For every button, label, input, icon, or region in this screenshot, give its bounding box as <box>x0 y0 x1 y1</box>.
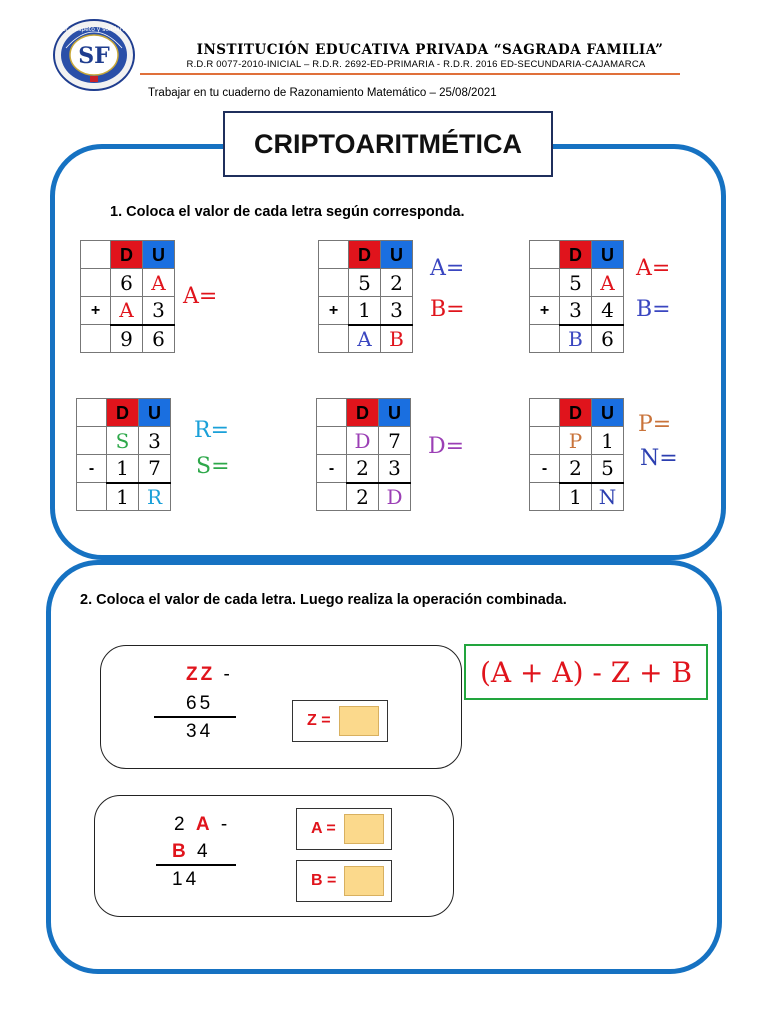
operation2-line2: B 4 <box>172 841 211 862</box>
z-answer-label: Z = <box>307 712 331 729</box>
operation2-rule <box>156 864 236 866</box>
digit-cell: 1 <box>349 297 381 325</box>
letter-cell: N <box>592 483 624 511</box>
header-u: U <box>592 241 624 269</box>
digit-cell: 2 <box>560 455 592 483</box>
operation1-line1: ZZ - <box>186 664 233 685</box>
digit-cell: 1 <box>107 483 139 511</box>
instruction-text: Trabajar en tu cuaderno de Razonamiento Matemático – 25/08/2021 <box>148 87 497 99</box>
digit-cell: 6 <box>592 325 624 353</box>
digit-cell: 6 <box>111 269 143 297</box>
z-answer-field[interactable] <box>339 706 379 736</box>
operation2-box <box>94 795 454 917</box>
problem3-grid <box>529 240 624 353</box>
letter-cell: S <box>107 427 139 455</box>
operation1-box <box>100 645 462 769</box>
digit-cell: 4 <box>592 297 624 325</box>
answer-label-s: S= <box>196 454 230 479</box>
digit-cell: 5 <box>592 455 624 483</box>
letter-cell: D <box>379 483 411 511</box>
combined-operation-formula: (A + A) - Z + B <box>464 644 708 700</box>
problem6-grid <box>529 398 624 511</box>
operator: - <box>530 455 560 483</box>
exercise1-title: 1. Coloca el valor de cada letra según corresponda. <box>110 204 465 220</box>
header-d: D <box>111 241 143 269</box>
header-u: U <box>143 241 175 269</box>
operation2-line1: 2 A - <box>174 814 231 835</box>
a-answer-label: A = <box>311 820 336 837</box>
digit-cell: 1 <box>107 455 139 483</box>
problem4-grid <box>76 398 171 511</box>
header-u: U <box>592 399 624 427</box>
digit-cell: 2 <box>381 269 413 297</box>
operator: - <box>317 455 347 483</box>
digit-cell: 7 <box>139 455 171 483</box>
operator: + <box>530 297 560 325</box>
problem1-grid <box>80 240 175 353</box>
header-d: D <box>349 241 381 269</box>
letter-cell: R <box>139 483 171 511</box>
answer-label-b: B= <box>430 297 465 322</box>
operator: - <box>77 455 107 483</box>
letter-cell: B <box>381 325 413 353</box>
digit-cell: 7 <box>379 427 411 455</box>
header-u: U <box>139 399 171 427</box>
digit-cell: 3 <box>143 297 175 325</box>
answer-label-r: R= <box>194 418 229 443</box>
digit-cell: 3 <box>560 297 592 325</box>
answer-label-p: P= <box>638 412 672 437</box>
letter-cell: D <box>347 427 379 455</box>
operator: + <box>81 297 111 325</box>
letter-cell: B <box>560 325 592 353</box>
svg-text:amor, respeto y solidaridad: amor, respeto y solidaridad <box>52 26 136 33</box>
digit-cell: 1 <box>560 483 592 511</box>
digit-cell: 5 <box>560 269 592 297</box>
digit-cell: 3 <box>139 427 171 455</box>
header-d: D <box>107 399 139 427</box>
operation1-result: 34 <box>186 721 214 742</box>
digit-cell: 5 <box>349 269 381 297</box>
operation2-result: 14 <box>172 869 200 890</box>
institution-name: INSTITUCIÓN EDUCATIVA PRIVADA “SAGRADA FAMILIA” <box>196 42 664 58</box>
page-title: CRIPTOARITMÉTICA <box>223 111 553 177</box>
digit-cell: 3 <box>381 297 413 325</box>
operator: + <box>319 297 349 325</box>
b-answer-box[interactable] <box>296 860 392 902</box>
answer-label-d: D= <box>428 434 465 459</box>
digit-cell: 1 <box>592 427 624 455</box>
answer-label-b: B= <box>636 297 671 322</box>
svg-text:SF: SF <box>78 43 110 69</box>
digit-cell: 2 <box>347 455 379 483</box>
answer-label-a: A= <box>430 256 465 281</box>
header-u: U <box>381 241 413 269</box>
a-answer-box[interactable] <box>296 808 392 850</box>
school-logo <box>52 18 136 92</box>
b-answer-label: B = <box>311 872 337 889</box>
z-answer-box[interactable] <box>292 700 388 742</box>
a-answer-field[interactable] <box>344 814 384 844</box>
letter-cell: A <box>111 297 143 325</box>
header-d: D <box>560 399 592 427</box>
digit-cell: 3 <box>379 455 411 483</box>
answer-label-a: A= <box>183 284 218 309</box>
exercise2-title: 2. Coloca el valor de cada letra. Luego realiza la operación combinada. <box>80 592 567 608</box>
letter-cell: A <box>143 269 175 297</box>
operation1-line2: 65 <box>186 693 214 714</box>
header-divider <box>140 73 680 75</box>
institution-resolutions: R.D.R 0077-2010-INICIAL – R.D.R. 2692-ED-PRIMARIA - R.D.R. 2016 ED-SECUNDARIA-CAJAMARCA <box>186 59 646 70</box>
digit-cell: 2 <box>347 483 379 511</box>
answer-label-a: A= <box>636 256 671 281</box>
operation1-rule <box>154 716 236 718</box>
header-d: D <box>560 241 592 269</box>
letter-cell: A <box>592 269 624 297</box>
problem5-grid <box>316 398 411 511</box>
digit-cell: 6 <box>143 325 175 353</box>
digit-cell: 9 <box>111 325 143 353</box>
answer-label-n: N= <box>640 446 678 471</box>
header-d: D <box>347 399 379 427</box>
problem2-grid <box>318 240 413 353</box>
letter-cell: P <box>560 427 592 455</box>
letter-cell: A <box>349 325 381 353</box>
b-answer-field[interactable] <box>344 866 384 896</box>
header-u: U <box>379 399 411 427</box>
